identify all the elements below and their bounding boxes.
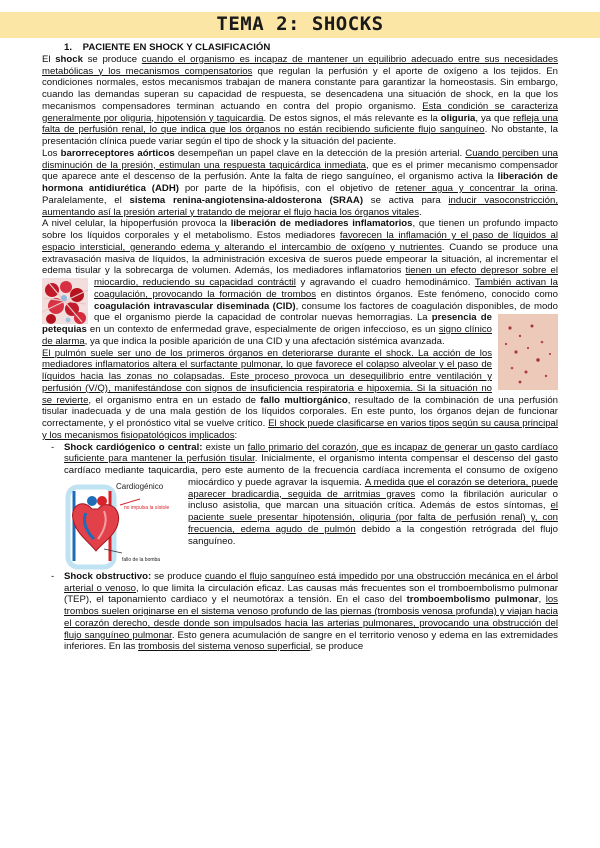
paragraph-inflammation: A nivel celular, la hipoperfusión provoca la liberación de mediadores inflamatorios, que tienen un profundo impacto sobre los líquidos corporales y el metabolismo. Estos mediadores favorecen la inflamación y el paso de líquidos al espacio intersticial, generando edema y alterando el intercambio de oxígeno y nutrientes. Cuando se produce una extravasación masiva de líquidos, la administración excesiva de sueros puede empeorar la situación, al incrementar el edema tisular y la sobrecarga de volumen. Además, los mediadores inflamatorios tienen un efecto depresor sobre el miocardio, reduciendo su capacidad contráctil y agravando el cuadro hemodinámico. También activan la coagulación, provocando la formación de trombos en distintos órganos. Este fenómeno, conocido como coagulación intravascular diseminada (CID), consume los factores de coagulación disponibles, de modo que el organismo pierde la capacidad de controlar nuevas hemorragias. La presencia de petequias en un contexto de enfermedad grave, especialmente de origen infeccioso, es un signo clínico de alarma, ya que indica la posible aparición de una CID y una afectación sistémica avanzada. <box>42 218 558 347</box>
page-title: TEMA 2: SHOCKS <box>216 13 384 35</box>
list-item-cardiogenic: - Shock cardiógenico o central: existe un fallo primario del corazón, que es incapaz de generar un gasto cardíaco suficiente para mantener la perfusión tisular. Inicialmente, el organismo intenta compensar el descenso del gasto cardíaco mediante taquicardia, pero este aumento de la frecuencia cardíaca incrementa el consumo de oxígeno miocárdico y puede agravar la isquemia. Cardiogénico no impulsa la sístole fallo de la bomba A medida que el corazón se deteriora, puede aparecer bradicardia, seguida de arritmias graves como la fibrilación auricular o incluso asistolia, que marcan una situación crítica. Además de estos síntomas, el paciente suele presentar hipotensión, oliguria (por falta de perfusión renal) y, con frecuencia, edema agudo de pulmón debido a la congestión retrógrada del flujo sanguíneo. <box>64 442 558 571</box>
blood-clot-image <box>42 278 88 324</box>
paragraph-baroreceptors: Los barorreceptores aórticos desempeñan un papel clave en la detección de la presión arterial. Cuando perciben una disminución de la presión, estimulan una respuesta taquicárdica inmediata, que es el primer mecanismo compensador que aparece ante el descenso de la perfusión. Ante la falta de riego sanguíneo, el organismo activa la liberación de hormona antidiurética (ADH) por parte de la hipófisis, con el objetivo de retener agua y concentrar la orina. Paralelamente, el sistema renina-angiotensina-aldosterona (SRAA) se activa para inducir vasoconstricción, aumentando así la presión arterial y tratando de mejorar el flujo hacia los órganos vitales. <box>42 147 559 218</box>
section-heading: 1. PACIENTE EN SHOCK Y CLASIFICACIÓN <box>64 42 271 53</box>
shock-types-list <box>42 442 558 654</box>
heart-diagram-note-pump: fallo de la bomba <box>122 556 161 563</box>
petechiae-skin-image <box>498 314 558 390</box>
document-body <box>42 42 558 653</box>
list-item-obstructive: - Shock obstructivo: se produce cuando el flujo sanguíneo está impedido por una obstrucción mecánica en el árbol arterial o venoso, lo que limita la circulación eficaz. Las causas más frecuentes son el tromboembolismo pulmonar (TEP), el taponamiento cardiaco y el neumotórax a tensión. En el caso del tromboembolismo pulmonar, los trombos suelen originarse en el sistema venoso profundo de las piernas (trombosis venosa profunda) y viajan hacia el corazón derecho, desde donde son impulsados hacia las arterias pulmonares, provocando una obstrucción del flujo sanguíneo pulmonar. Esto genera acumulación de sangre en el territorio venoso y edema en las extremidades inferiores. En las trombosis del sistema venoso superficial, se produce <box>64 571 558 653</box>
heart-diagram-label: Cardiogénico <box>116 481 164 491</box>
paragraph-shock-definition: El shock se produce cuando el organismo es incapaz de mantener un equilibrio adecuado entre sus necesidades metabólicas y los mecanismos compensatorios que regulan la perfusión y el aporte de oxígeno a los tejidos. En condiciones normales, estos mecanismos trabajan de manera constante para garantizar la homeostasis. Sin embargo, cuando las demandas superan su capacidad de respuesta, se desencadena una situación de shock, en la que los mecanismos compensadores terminan actuando en contra del propio organismo. Esta condición se caracteriza generalmente por oliguria, hipotensión y taquicardia. De estos signos, el más relevante es la oliguria, ya que refleja una falta de perfusión renal, lo que indica que los órganos no están recibiendo suficiente flujo sanguíneo. No obstante, la presentación clínica puede variar según el tipo de shock y la situación del paciente. <box>42 53 558 147</box>
paragraph-lung: El pulmón suele ser uno de los primeros órganos en deteriorarse durante el shock. La acción de los mediadores inflamatorios altera el surfactante pulmonar, lo que favorece el colapso alveolar y el paso de líquidos hacia las zonas no colapsadas. Este proceso provoca un desequilibrio entre ventilación y perfusión (V/Q), manifestándose con signos de insuficiencia respiratoria e hipoxemia. Si la situación no se revierte, el organismo entra en un estado de fallo multiorgánico, resultado de la combinación de una perfusión tisular inadecuada y de una mala gestión de los líquidos corporales. En este punto, los órganos dejan de funcionar correctamente, y el pronóstico vital se vuelve crítico. El shock puede clasificarse en varios tipos según su causa principal y los mecanismos fisiopatológicos implicados: <box>42 347 558 441</box>
heart-diagram-note-systole: no impulsa la sístole <box>124 504 170 511</box>
cardiogenic-heart-diagram <box>64 479 182 571</box>
